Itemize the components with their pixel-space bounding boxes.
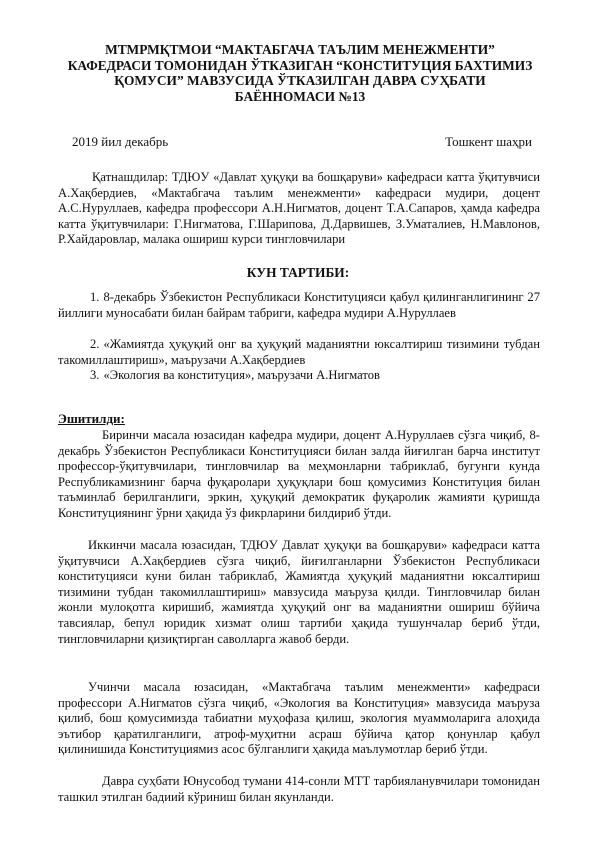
document-date: 2019 йил декабрь bbox=[72, 134, 169, 149]
title-line-3: ҚОМУСИ” МАВЗУСИДА ЎТКАЗИЛГАН ДАВРА СУҲБАТИ bbox=[114, 73, 486, 88]
document-place: Тошкент шаҳри bbox=[445, 134, 532, 149]
heard-paragraph-1: Биринчи масала юзасидан кафедра мудири, доцент А.Нуруллаев сўзга чиқиб, 8-декабрь Ўзбекистон Республикаси Конституцияси билан залда йиғилган барча институт профессор-ўқитувчилари, тингловчилар ва меҳмонларни табриклаб, бугунги кунда Республикамизнинг барча фуқаролари ҳуқуқлари бош қомусимиз Конституция билан таъминлаб берилганлиги, эркин, ҳуқуқий демократик фуқаролик жамияти қуришда Конституциянинг ўрни ҳақида ўз фикрларини билдириб ўтди. bbox=[58, 428, 540, 520]
title-line-4: БАЁННОМАСИ №13 bbox=[234, 88, 366, 104]
heard-label: Эшитилди: bbox=[58, 411, 125, 426]
document-title bbox=[44, 42, 556, 104]
agenda-item-text: «Жамиятда ҳуқуқий онг ва ҳуқуқий маданиятни юксалтириш тизимини тубдан такомиллаштириш», маърузачи А.Хақбердиев bbox=[58, 337, 540, 367]
agenda-item-number: 2. bbox=[90, 337, 100, 351]
agenda-item-text: «Экология ва конституция», маърузачи А.Нигматов bbox=[103, 368, 380, 382]
agenda-item-number: 3. bbox=[90, 368, 100, 382]
agenda-item-text: 8-декабрь Ўзбекистон Республикаси Конституцияси қабул қилинганлигининг 27 йиллиги муносабати билан байрам табриги, кафедра мудири А.Нуруллаев bbox=[58, 290, 540, 320]
participants-paragraph: Қатнашдилар: ТДЮУ «Давлат ҳуқуқи ва бошқаруви» кафедраси катта ўқитувчиси А.Хақбердиев, «Мактабгача таълим менежменти» кафедраси мудири, доцент А.С.Нуруллаев, кафедра профессори А.Н.Нигматов, доцент Т.А.Сапаров, ҳамда кафедра катта ўқитувчилари: Г.Нигматова, Г.Шарипова, Д.Дарвишев, З.Уматалиев, Н.Мавлонов, Р.Хайдаровлар, малака ошириш курси тингловчилари bbox=[58, 170, 540, 247]
agenda-title: КУН ТАРТИБИ: bbox=[246, 265, 350, 280]
title-line-1: МТМРМҚТМОИ “МАКТАБГАЧА ТАЪЛИМ МЕНЕЖМЕНТИ” bbox=[105, 42, 495, 57]
agenda-item-number: 1. bbox=[90, 290, 100, 304]
agenda-item-3 bbox=[58, 368, 540, 384]
heard-paragraph-2: Иккинчи масала юзасидан, ТДЮУ Давлат ҳуқуқи ва бошқаруви» кафедраси катта ўқитувчиси А.Хақбердиев сўзга чиқиб, йиғилганларни Ўзбекистон Республикаси конституцияси куни билан табриклаб, Жамиятда ҳуқуқий маданиятни юксалтириш тизимини тубдан такомиллаштириш» мавзусида маъруза қилди. Тингловчилар билан жонли мулоқотга киришиб, жамиятда ҳуқуқий онг ва маданиятни ошириш бўйича тавсиялар, бепул юридик хизмат олиш тартиби ҳақида тушунчалар бериб ўтди, тингловчиларни қизиқтирган саволларга жавоб берди. bbox=[58, 538, 540, 646]
heard-paragraph-3: Учинчи масала юзасидан, «Мактабгача таълим менежменти» кафедраси профессори А.Нигматов сўзга чиқиб, «Экология ва Конституция» мавзусида маъруза қилиб, бош қомусимизда табиатни муҳофаза қилиш, экология муаммоларига алоҳида эътибор қаратилганлиги, атроф-муҳитни асраш бўйича қатор қонунлар қабул қилинишида Конституциямиз асос бўлганлиги ҳақида маълумотлар бериб ўтди. bbox=[58, 680, 540, 757]
heard-paragraph-4: Давра суҳбати Юнусобод тумани 414-сонли МТТ тарбияланувчилари томонидан ташкил этилган бадиий кўриниш билан якунланди. bbox=[58, 774, 540, 804]
title-line-2: КАФЕДРАСИ ТОМОНИДАН ЎТКАЗИГАН “КОНСТИТУЦИЯ БАХТИМИЗ bbox=[67, 57, 533, 73]
agenda-item-1 bbox=[58, 290, 540, 321]
agenda-item-2 bbox=[58, 337, 540, 368]
